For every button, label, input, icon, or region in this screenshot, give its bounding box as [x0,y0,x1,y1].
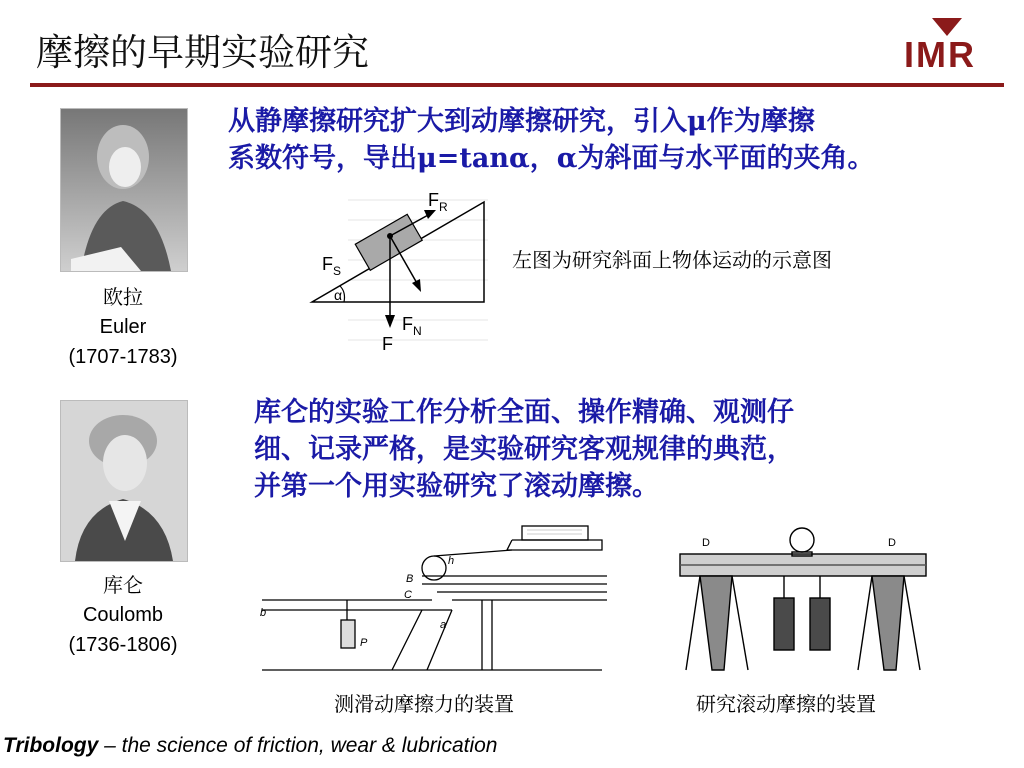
rolling-friction-apparatus [672,520,934,676]
incline-diagram [308,190,490,360]
label-B: B [406,573,414,585]
label-alpha: α [334,287,343,303]
label-a: a [440,619,447,631]
incline-caption: 左图为研究斜面上物体运动的示意图 [512,248,832,272]
page-title: 摩擦的早期实验研究 [36,31,369,74]
euler-description-line1: 从静摩擦研究扩大到动摩擦研究，引入μ作为摩擦 [228,106,815,137]
coulomb-years: (1736-1806) [68,634,178,656]
title-divider [30,83,1004,87]
coulomb-caption [40,570,206,660]
footer-rest: – the science of friction, wear & lubrication [98,734,498,757]
euler-caption [40,282,206,372]
euler-name-zh: 欧拉 [103,285,143,309]
sliding-friction-apparatus [252,520,614,676]
coulomb-name-en: Coulomb [82,604,164,626]
sliding-apparatus-caption: 测滑动摩擦力的装置 [334,692,514,716]
label-C: C [404,589,412,601]
euler-name-en: Euler [99,316,147,338]
label-fs: $F_S$ [322,254,342,278]
coulomb-description [254,394,974,505]
label-f: F [382,334,393,354]
rolling-apparatus-caption: 研究滚动摩擦的装置 [696,692,876,716]
footer-tagline [3,734,497,758]
label-D-left: D [702,537,710,549]
footer-bold: Tribology [3,734,99,757]
coulomb-portrait [60,400,188,562]
label-P: P [360,637,368,649]
label-D-right: D [888,537,896,549]
label-h: h [448,555,455,567]
imr-logo [880,14,1000,74]
logo-text: IMR [904,34,976,74]
label-fn: $F_N$ [402,314,422,338]
coulomb-description-line2: 细、记录严格，是实验研究客观规律的典范， [254,434,794,465]
label-b: b [260,607,267,619]
label-fr: $F_R$ [428,190,448,214]
euler-portrait [60,108,188,272]
euler-description-line2: 系数符号，导出μ=tanα，α为斜面与水平面的夹角。 [228,143,875,174]
coulomb-description-line3: 并第一个用实验研究了滚动摩擦。 [254,471,659,502]
coulomb-description-line1: 库仑的实验工作分析全面、操作精确、观测仔 [254,397,794,428]
euler-description [228,103,1008,177]
euler-years: (1707-1783) [68,346,178,368]
coulomb-name-zh: 库仑 [103,573,143,597]
